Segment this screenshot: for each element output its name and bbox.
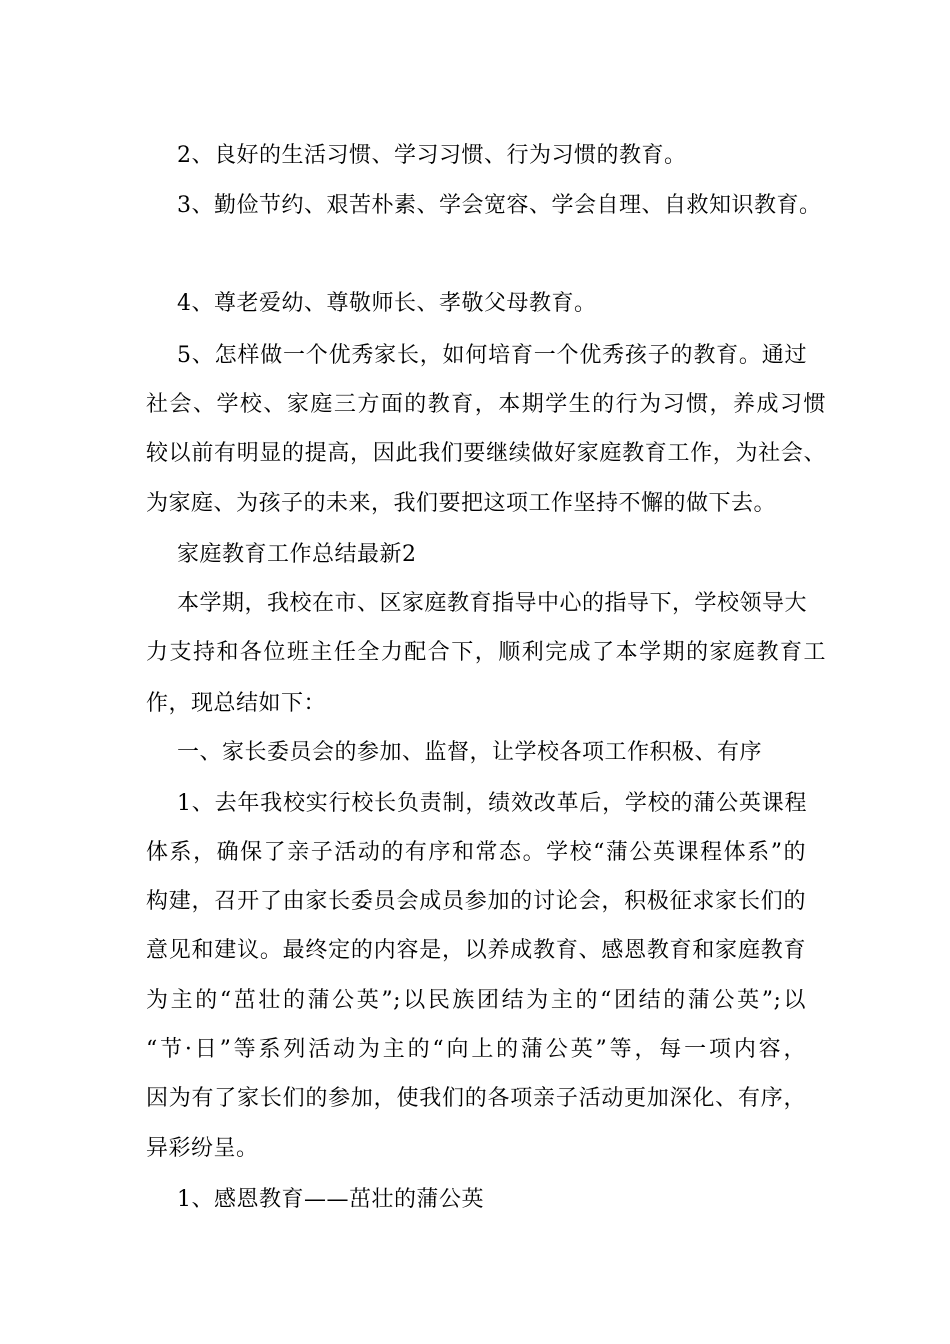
section-heading: 家庭教育工作总结最新2: [177, 542, 417, 567]
paragraph-line: “节·日”等系列活动为主的“向上的蒲公英”等，每一项内容，: [146, 1037, 806, 1062]
paragraph-line: 3、勤俭节约、艰苦朴素、学会宽容、学会自理、自救知识教育。: [177, 193, 822, 218]
paragraph-line: 较以前有明显的提高，因此我们要继续做好家庭教育工作，为社会、: [146, 441, 826, 466]
paragraph-line: 作，现总结如下：: [146, 691, 327, 716]
paragraph-line: 构建，召开了由家长委员会成员参加的讨论会，积极征求家长们的: [146, 889, 806, 914]
section-heading: 1、感恩教育——茁壮的蒲公英: [177, 1187, 484, 1212]
paragraph-line: 2、良好的生活习惯、学习习惯、行为习惯的教育。: [177, 143, 687, 168]
paragraph-line: 意见和建议。最终定的内容是，以养成教育、感恩教育和家庭教育: [146, 938, 806, 963]
paragraph-line: 异彩纷呈。: [146, 1136, 259, 1161]
paragraph-line: 4、尊老爱幼、尊敬师长、孝敬父母教育。: [177, 291, 597, 316]
paragraph-line: 1、去年我校实行校长负责制，绩效改革后，学校的蒲公英课程: [177, 791, 807, 816]
paragraph-line: 本学期，我校在市、区家庭教育指导中心的指导下，学校领导大: [177, 591, 808, 616]
paragraph-line: 社会、学校、家庭三方面的教育，本期学生的行为习惯，养成习惯: [146, 392, 826, 417]
section-heading: 一、家长委员会的参加、监督，让学校各项工作积极、有序: [177, 740, 763, 765]
paragraph-line: 5、怎样做一个优秀家长，如何培育一个优秀孩子的教育。通过: [177, 343, 807, 368]
paragraph-line: 为家庭、为孩子的未来，我们要把这项工作坚持不懈的做下去。: [146, 491, 777, 516]
paragraph-line: 为主的“茁壮的蒲公英”;以民族团结为主的“团结的蒲公英”;以: [146, 988, 806, 1013]
paragraph-line: 因为有了家长们的参加，使我们的各项亲子活动更加深化、有序，: [146, 1086, 806, 1111]
paragraph-line: 力支持和各位班主任全力配合下，顺利完成了本学期的家庭教育工: [146, 640, 826, 665]
paragraph-line: 体系，确保了亲子活动的有序和常态。学校“蒲公英课程体系”的: [146, 840, 806, 865]
